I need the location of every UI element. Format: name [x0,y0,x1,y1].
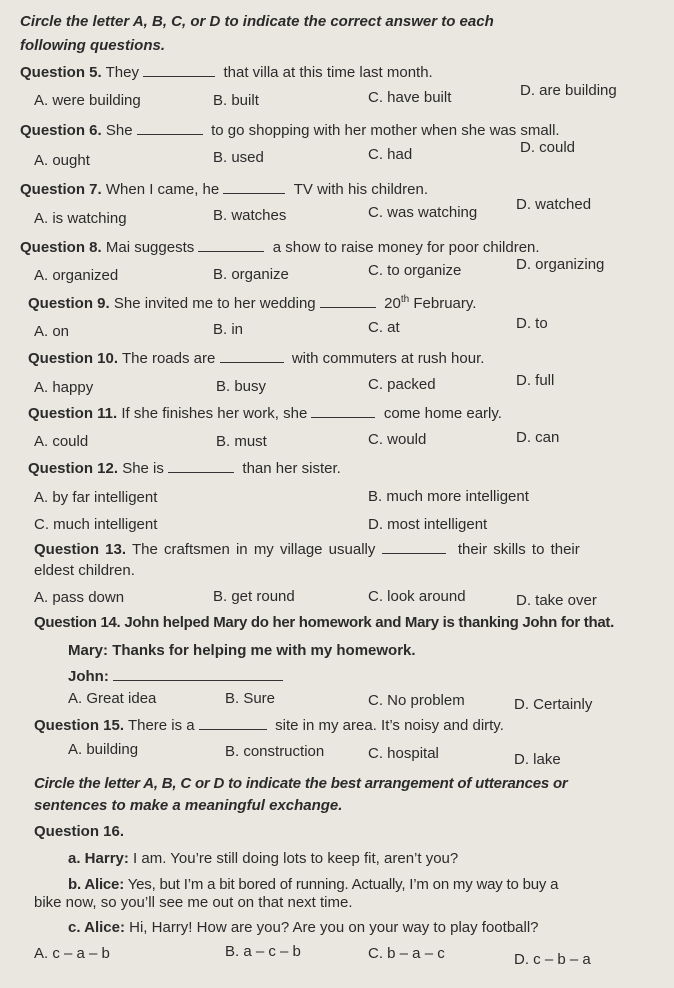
question-label: Question 6. [20,122,102,139]
question-15 [34,717,504,734]
question-label: Question 13. [34,541,127,558]
option-a[interactable]: A. pass down [34,589,125,606]
question-text-pre: She is [122,460,164,477]
question-text-post: to go shopping with her mother when she was small. [211,122,560,139]
answer-blank[interactable] [199,717,267,730]
answer-blank[interactable] [382,541,446,554]
answer-blank[interactable] [220,350,284,363]
dialogue-john [68,668,283,685]
answer-blank[interactable] [113,668,283,681]
option-a[interactable]: A. on [34,323,70,340]
option-a[interactable]: A. Great idea [68,690,157,707]
option-b[interactable]: B. busy [216,378,267,395]
option-b[interactable]: B. built [213,92,259,109]
option-a[interactable]: A. could [34,433,89,450]
option-d[interactable]: D. watched [516,196,592,213]
question-10 [28,350,484,367]
question-14 [34,614,614,631]
question-text-pre: When I came, he [105,181,220,198]
option-d[interactable]: D. are building [520,82,617,99]
utterance-text: I am. You’re still doing lots to keep fit, aren’t you? [133,850,459,867]
answer-blank[interactable] [168,460,234,473]
option-b[interactable]: B. used [213,149,264,166]
option-d[interactable]: D. most intelligent [368,516,488,533]
option-d[interactable]: D. lake [514,751,561,768]
question-6 [20,122,560,139]
question-5 [20,64,433,81]
question-text-pre: The craftsmen in my village usually [131,541,376,558]
option-b[interactable]: B. much more intelligent [368,488,529,505]
option-c[interactable]: C. hospital [368,745,439,762]
instructions-line-2: following questions. [20,37,165,54]
option-b[interactable]: B. construction [225,743,325,760]
option-b[interactable]: B. get round [213,588,295,605]
option-d[interactable]: D. c – b – a [514,951,591,968]
option-d[interactable]: D. organizing [516,256,605,273]
question-label: Question 11. [28,405,118,422]
option-b[interactable]: B. must [216,433,267,450]
option-d[interactable]: D. full [516,372,555,389]
option-a[interactable]: A. ought [34,152,90,169]
instructions2-line-1: Circle the letter A, B, C or D to indicate the best arrangement of utterances or [34,775,568,792]
question-text-post: site in my area. It’s noisy and dirty. [275,717,504,734]
option-d[interactable]: D. to [516,315,548,332]
speaker-label: a. Harry: [68,850,129,867]
answer-blank[interactable] [143,64,215,77]
question-text-pre: Mai suggests [105,239,195,256]
question-label: Question 15. [34,717,125,734]
question-text: John helped Mary do her homework and Mary is thanking John for that. [124,614,614,631]
option-c[interactable]: C. at [368,319,400,336]
question-13 [34,541,580,558]
option-d[interactable]: D. Certainly [514,696,593,713]
answer-blank[interactable] [198,239,264,252]
question-label: Question 12. [28,460,119,477]
option-c[interactable]: C. much intelligent [34,516,158,533]
option-d[interactable]: D. could [520,139,576,156]
question-text-pre: She invited me to her wedding [113,295,316,312]
answer-blank[interactable] [311,405,375,418]
question-label: Question 10. [28,350,119,367]
question-text-post: with commuters at rush hour. [291,350,485,367]
question-text-pre: The roads are [121,350,216,367]
question-text-post: that villa at this time last month. [223,64,433,81]
option-c[interactable]: C. packed [368,376,436,393]
question-7 [20,181,428,198]
option-c[interactable]: C. b – a – c [368,945,445,962]
question-text-pre: She [105,122,133,139]
option-b[interactable]: B. in [213,321,244,338]
question-text-pre: If she finishes her work, she [121,405,308,422]
question-16-label: Question 16. [34,823,125,840]
option-a[interactable]: A. were building [34,92,141,109]
option-b[interactable]: B. organize [213,266,289,283]
option-b[interactable]: B. a – c – b [225,943,301,960]
option-b[interactable]: B. watches [213,207,287,224]
speaker-label: b. Alice: [68,876,124,893]
utterance-b [68,876,558,893]
question-11 [28,405,502,422]
question-text-pre: There is a [127,717,195,734]
question-text-post: a show to raise money for poor children. [272,239,540,256]
option-c[interactable]: C. would [368,431,427,448]
option-c[interactable]: C. No problem [368,692,465,709]
question-text-pre: They [105,64,139,81]
question-label: Question 8. [20,239,102,256]
option-d[interactable]: D. take over [516,592,597,609]
option-a[interactable]: A. happy [34,379,94,396]
speaker-john: John: [68,668,109,685]
option-c[interactable]: C. had [368,146,413,163]
question-label: Question 5. [20,64,102,81]
question-label: Question 7. [20,181,102,198]
option-b[interactable]: B. Sure [225,690,276,707]
option-c[interactable]: C. have built [368,89,452,106]
option-a[interactable]: A. c – a – b [34,945,110,962]
answer-blank[interactable] [137,122,203,135]
mary-line: Thanks for helping me with my homework. [112,642,416,659]
utterance-b-continued: bike now, so you’ll see me out on that next time. [34,894,353,911]
question-label: Question 9. [28,295,110,312]
option-c[interactable]: C. to organize [368,262,462,279]
utterance-c [68,919,539,936]
option-a[interactable]: A. organized [34,267,119,284]
question-label: Question 14. [34,614,121,631]
date-ordinal: th [400,294,410,305]
speaker-label: c. Alice: [68,919,125,936]
dialogue-mary [68,642,416,659]
option-a[interactable]: A. building [68,741,139,758]
utterance-text: Yes, but I’m a bit bored of running. Actually, I’m on my way to buy a [127,876,559,893]
question-9 [28,294,476,312]
utterance-a [68,850,458,867]
utterance-text: Hi, Harry! How are you? Are you on your way to play football? [129,919,539,936]
question-text-post: than her sister. [242,460,341,477]
speaker-mary: Mary: [68,642,109,659]
option-a[interactable]: A. by far intelligent [34,489,158,506]
option-a[interactable]: A. is watching [34,210,127,227]
answer-blank[interactable] [223,181,285,194]
date-day: 20 [384,295,401,312]
question-8 [20,239,540,256]
question-12 [28,460,341,477]
option-c[interactable]: C. was watching [368,204,478,221]
date-month: February. [413,295,477,312]
question-text-post: come home early. [383,405,502,422]
question-text-post: their skills to their [457,541,580,558]
instructions2-line-2: sentences to make a meaningful exchange. [34,797,343,814]
question-13-continued: eldest children. [34,562,135,579]
instructions-line-1: Circle the letter A, B, C, or D to indicate the correct answer to each [20,13,494,30]
question-text-post: TV with his children. [293,181,428,198]
option-d[interactable]: D. can [516,429,560,446]
answer-blank[interactable] [320,295,376,308]
option-c[interactable]: C. look around [368,588,466,605]
